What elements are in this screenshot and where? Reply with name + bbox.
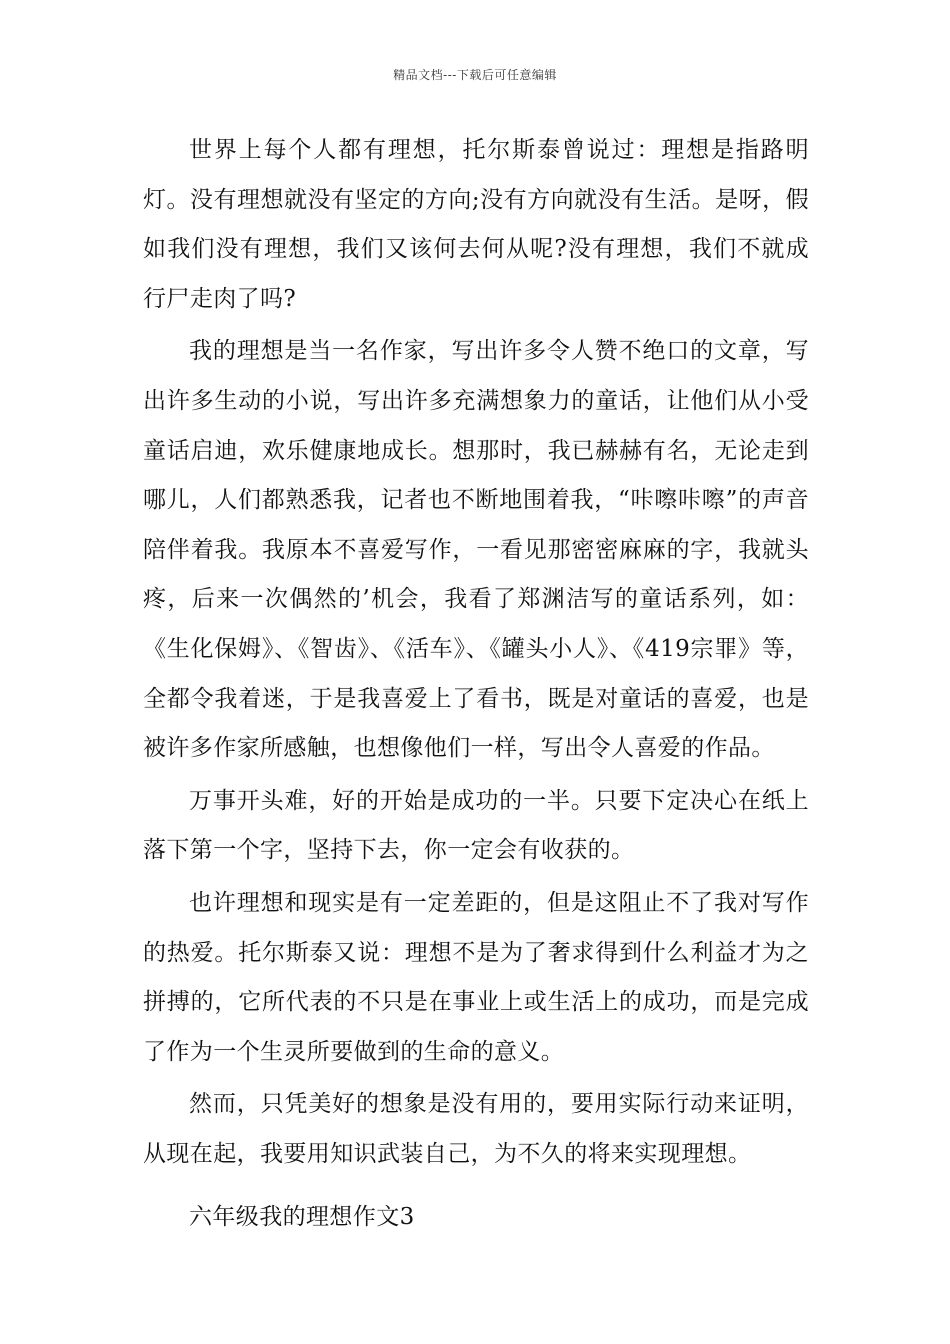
paragraph-2: 我的理想是当一名作家，写出许多令人赞不绝口的文章，写出许多生动的小说，写出许多充满想象力的童话，让他们从小受童话启迪，欢乐健康地成长。想那时，我已赫赫有名，无论走到哪儿，人们都熟悉我，记者也不断地围着我，“咔嚓咔嚓”的声音陪伴着我。我原本不喜爱写作，一看见那密密麻麻的字，我就头疼，后来一次偶然的’机会，我看了郑渊洁写的童话系列，如：《生化保姆》、《智齿》、《活车》、《罐头小人》、《419宗罪》等，全都令我着迷，于是我喜爱上了看书，既是对童话的喜爱，也是被许多作家所感触，也想像他们一样，写出令人喜爱的作品。: [143, 338, 809, 762]
essay-body: [143, 126, 809, 1246]
header-note: 精品文档---下载后可任意编辑: [393, 68, 557, 82]
paragraph-3: 万事开头难，好的开始是成功的一半。只要下定决心在纸上落下第一个字，坚持下去，你一定会有收获的。: [143, 787, 809, 864]
paragraph-1: 世界上每个人都有理想，托尔斯泰曾说过：理想是指路明灯。没有理想就没有坚定的方向;没有方向就没有生活。是呀，假如我们没有理想，我们又该何去何从呢?没有理想，我们不就成行尸走肉了吗?: [143, 137, 809, 312]
paragraph-5: 然而，只凭美好的想象是没有用的，要用实际行动来证明，从现在起，我要用知识武装自己，为不久的将来实现理想。: [143, 1091, 809, 1167]
paragraph-4: 也许理想和现实是有一定差距的，但是这阻止不了我对写作的热爱。托尔斯泰又说：理想不是为了奢求得到什么利益才为之拼搏的，它所代表的不只是在事业上或生活上的成功，而是完成了作为一个生灵所要做到的生命的意义。: [143, 889, 809, 1065]
section-title: 六年级我的理想作文3: [189, 1204, 415, 1231]
